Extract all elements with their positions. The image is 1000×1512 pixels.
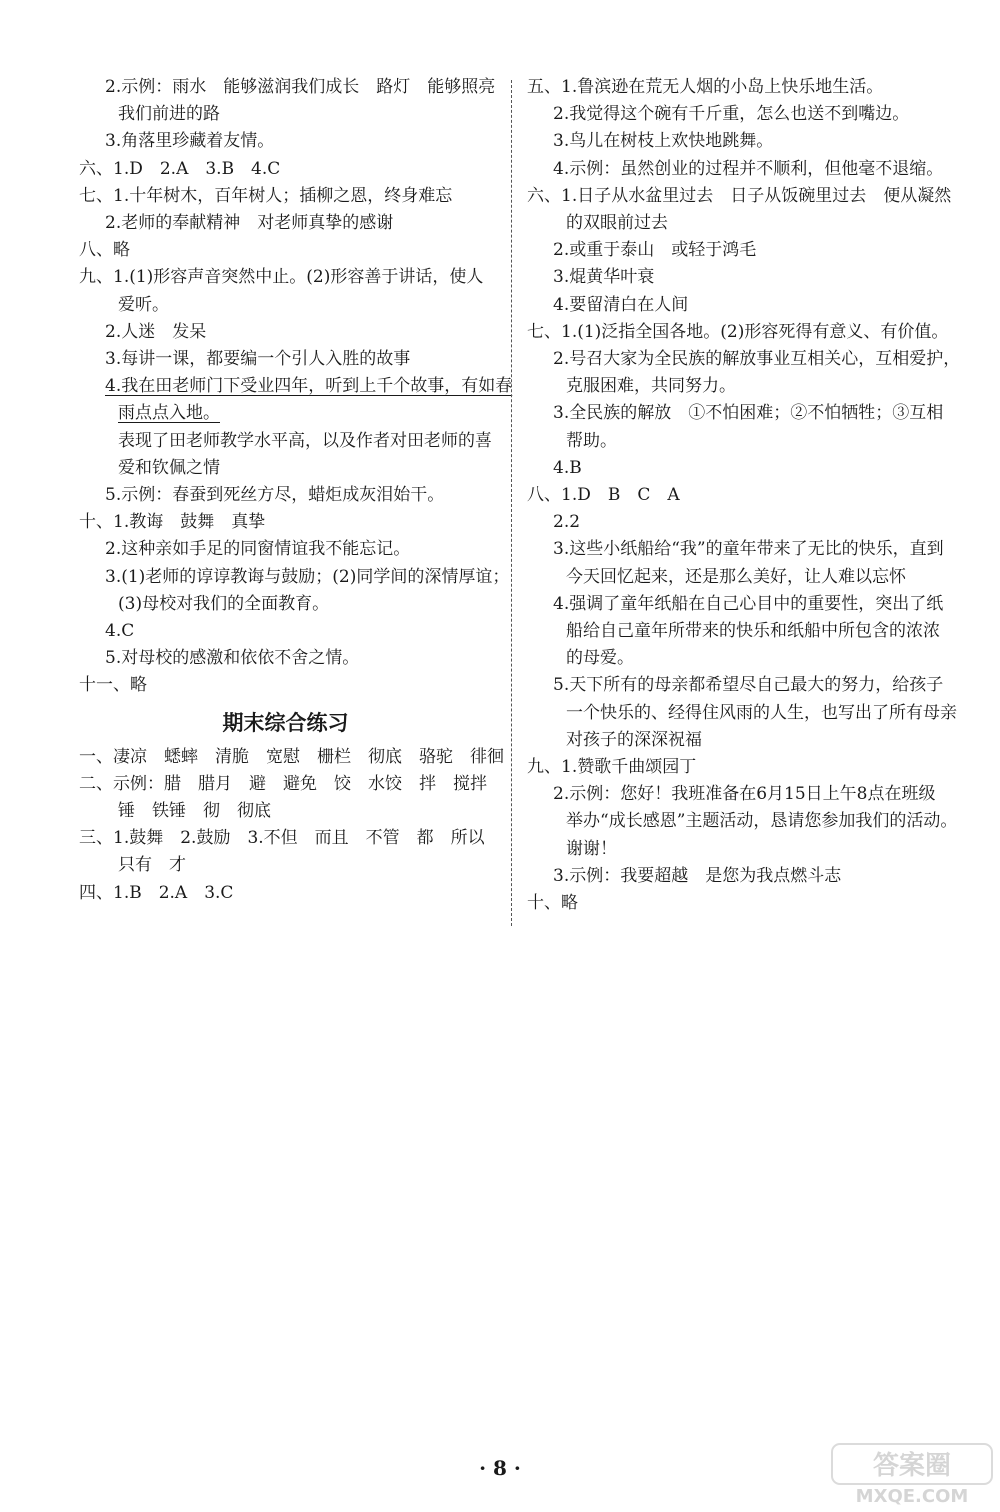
answer-line: 表现了田老师教学水平高，以及作者对田老师的喜 bbox=[118, 430, 492, 451]
answer-line: 3.示例：我要超越 是您为我点燃斗志 bbox=[553, 865, 842, 886]
answer-line: 八、略 bbox=[79, 240, 130, 261]
svg-text:答案圈: 答案圈 bbox=[872, 1451, 952, 1481]
answer-line: 爱听。 bbox=[118, 294, 169, 315]
answer-line: 七、1.十年树木，百年树人；插柳之恩，终身难忘 bbox=[79, 185, 453, 206]
answer-line: 举办“成长感恩”主题活动，恳请您参加我们的活动。 bbox=[566, 811, 958, 832]
watermark-logo bbox=[830, 1440, 995, 1508]
answer-line: 2.2 bbox=[553, 512, 581, 533]
answer-line: 3.全民族的解放 ①不怕困难；②不怕牺牲；③互相 bbox=[553, 403, 944, 424]
right-column bbox=[527, 74, 961, 917]
answer-line: 3.焜黄华叶衰 bbox=[553, 267, 655, 288]
answer-line: 十、1.教诲 鼓舞 真挚 bbox=[79, 512, 266, 533]
answer-line: 船给自己童年所带来的快乐和纸船中所包含的浓浓 bbox=[566, 621, 940, 642]
column-divider bbox=[511, 80, 512, 926]
answer-line: 二、示例：腊 腊月 避 避免 饺 水饺 拌 搅拌 bbox=[79, 773, 487, 794]
answer-line: 4.我在田老师门下受业四年，听到上千个故事，有如春 bbox=[105, 376, 513, 397]
answer-line: 2.号召大家为全民族的解放事业互相关心，互相爱护， bbox=[553, 349, 961, 370]
answer-line: 对孩子的深深祝福 bbox=[566, 729, 702, 750]
answer-line: 的双眼前过去 bbox=[566, 213, 668, 234]
left-column bbox=[79, 74, 513, 907]
answer-line: 4.示例：虽然创业的过程并不顺利，但他毫不退缩。 bbox=[553, 158, 944, 179]
answer-line: 2.人迷 发呆 bbox=[105, 321, 207, 342]
answer-line: 三、1.鼓舞 2.鼓励 3.不但 而且 不管 都 所以 bbox=[79, 828, 485, 849]
answer-line: 2.这种亲如手足的同窗情谊我不能忘记。 bbox=[105, 539, 411, 560]
answer-line: 九、1.(1)形容声音突然中止。(2)形容善于讲话，使人 bbox=[79, 267, 484, 288]
answer-line: 3.鸟儿在树枝上欢快地跳舞。 bbox=[553, 131, 774, 152]
answer-line: 锤 铁锤 彻 彻底 bbox=[118, 801, 271, 822]
answer-line: 3.每讲一课，都要编一个引人入胜的故事 bbox=[105, 349, 411, 370]
answer-line: 五、1.鲁滨逊在荒无人烟的小岛上快乐地生活。 bbox=[527, 77, 884, 97]
answer-line: 谢谢！ bbox=[566, 838, 617, 859]
answer-line: 5.示例：春蚕到死丝方尽，蜡炬成灰泪始干。 bbox=[105, 485, 445, 506]
answer-line: 2.我觉得这个碗有千斤重，怎么也送不到嘴边。 bbox=[553, 104, 910, 125]
left-after-lines bbox=[79, 744, 504, 907]
answer-line: 2.或重于泰山 或轻于鸿毛 bbox=[553, 240, 757, 261]
answer-line: 八、1.D B C A bbox=[527, 485, 680, 506]
answer-line: 一、凄凉 蟋蟀 清脆 宽慰 栅栏 彻底 骆驼 徘徊 bbox=[79, 746, 504, 767]
answer-line: (3)母校对我们的全面教育。 bbox=[118, 593, 330, 614]
answer-line: 2.示例：雨水 能够滋润我们成长 路灯 能够照亮 bbox=[105, 77, 496, 97]
answer-line: 3.这些小纸船给“我”的童年带来了无比的快乐，直到 bbox=[553, 539, 944, 560]
answer-line: 六、1.日子从水盆里过去 日子从饭碗里过去 便从凝然 bbox=[527, 185, 952, 206]
answer-line: 5.对母校的感激和依依不舍之情。 bbox=[105, 648, 360, 669]
answer-line: 4.要留清白在人间 bbox=[553, 294, 689, 315]
answer-line: 今天回忆起来，还是那么美好，让人难以忘怀 bbox=[566, 566, 906, 587]
answer-line: 六、1.D 2.A 3.B 4.C bbox=[79, 158, 281, 179]
answer-line: 十一、略 bbox=[79, 675, 147, 696]
answer-line: 3.角落里珍藏着友情。 bbox=[105, 131, 275, 152]
answer-line: 我们前进的路 bbox=[118, 104, 220, 125]
svg-text:MXQE.COM: MXQE.COM bbox=[855, 1486, 969, 1507]
answer-line: 帮助。 bbox=[566, 430, 617, 451]
answer-line: 只有 才 bbox=[118, 855, 186, 876]
answer-line: 爱和钦佩之情 bbox=[118, 457, 220, 478]
answer-line: 克服困难，共同努力。 bbox=[566, 376, 736, 397]
answer-line: 的母爱。 bbox=[566, 648, 634, 669]
page-number: · 8 · bbox=[479, 1456, 521, 1480]
answer-line: 4.强调了童年纸船在自己心目中的重要性，突出了纸 bbox=[553, 593, 944, 614]
answer-line: 4.B bbox=[553, 457, 582, 478]
answer-line: 4.C bbox=[105, 621, 135, 642]
answer-line: 5.天下所有的母亲都希望尽自己最大的努力，给孩子 bbox=[553, 675, 944, 696]
section-title: 期末综合练习 bbox=[222, 710, 349, 735]
answer-line: 十、略 bbox=[527, 893, 578, 914]
answer-line: 3.(1)老师的谆谆教诲与鼓励；(2)同学间的深情厚谊； bbox=[105, 566, 510, 587]
answer-line: 一个快乐的、经得住风雨的人生，也写出了所有母亲 bbox=[566, 702, 957, 723]
answer-line: 七、1.(1)泛指全国各地。(2)形容死得有意义、有价值。 bbox=[527, 321, 949, 342]
answer-line: 2.示例：您好！我班准备在6月15日上午8点在班级 bbox=[553, 784, 936, 805]
right-answer-lines bbox=[527, 74, 961, 917]
answer-line: 四、1.B 2.A 3.C bbox=[79, 882, 234, 903]
answer-line: 九、1.赞歌千曲颂园丁 bbox=[527, 757, 697, 778]
left-answer-lines bbox=[79, 74, 513, 700]
answer-line: 雨点点入地。 bbox=[118, 403, 220, 424]
answer-line: 2.老师的奉献精神 对老师真挚的感谢 bbox=[105, 213, 394, 234]
